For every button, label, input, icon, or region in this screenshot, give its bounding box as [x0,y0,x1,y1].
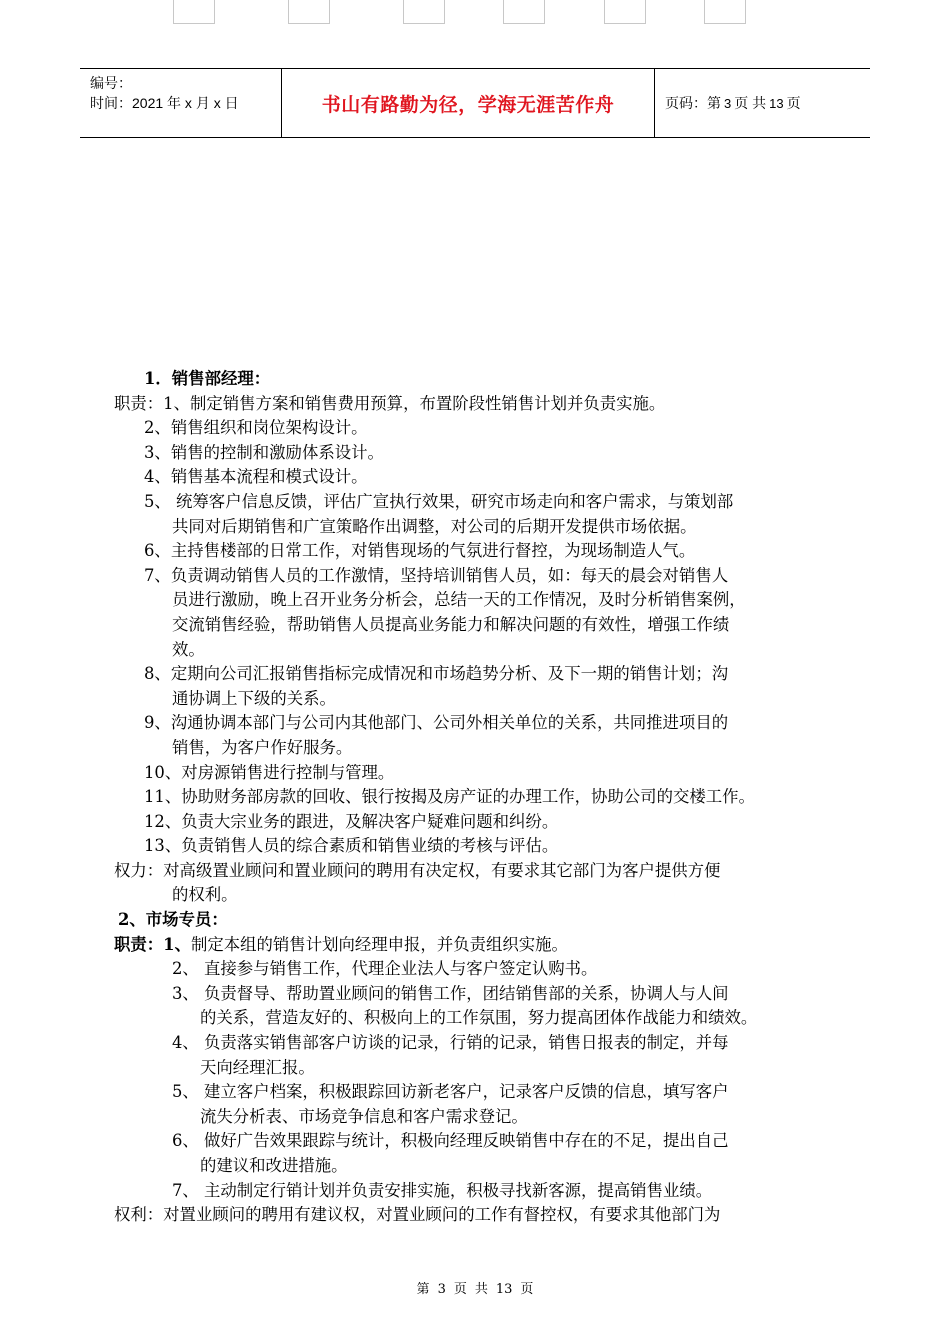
footer-current: 3 [437,1282,446,1297]
section2-duty-line [114,933,858,958]
section1-item-7-line4: 效。 [172,639,205,659]
page-prefix: 页码：第 [665,95,721,111]
section2-rights-line1: 权利：对置业顾问的聘用有建议权，对置业顾问的工作有督控权，有要求其他部门为 [114,1205,721,1225]
section1-item-3: 3、销售的控制和激励体系设计。 [144,442,384,462]
section1-item-5-line2: 共同对后期销售和广宣策略作出调整，对公司的后期开发提供市场依据。 [172,516,697,536]
top-box-2 [288,0,330,24]
section2-item-4-line2: 天向经理汇报。 [200,1057,315,1077]
footer-mid1: 页 [453,1282,467,1297]
top-box-4 [503,0,545,24]
section1-title: 1．销售部经理： [144,369,271,388]
page-total: 13 [769,95,784,111]
section2-item-2: 2、 直接参与销售工作，代理企业法人与客户签定认购书。 [172,959,598,979]
section1-item-8-line1: 8、定期向公司汇报销售指标完成情况和市场趋势分析、及下一期的销售计划；沟 [144,664,729,684]
section1-item-4: 4、销售基本流程和模式设计。 [144,467,368,487]
section2-item-6-line1: 6、 做好广告效果跟踪与统计，积极向经理反映销售中存在的不足，提出自己 [172,1131,729,1151]
section1-item-7-line3: 交流销售经验，帮助销售人员提高业务能力和解决问题的有效性，增强工作绩 [172,614,730,634]
section1-duty-lead: 职责：1、制定销售方案和销售费用预算，布置阶段性销售计划并负责实施。 [114,393,666,413]
section1-item-13: 13、负责销售人员的综合素质和销售业绩的考核与评估。 [144,836,559,856]
section2-item-5-line1: 5、 建立客户档案，积极跟踪回访新老客户，记录客户反馈的信息，填写客户 [172,1082,729,1102]
section2-title: 2、市场专员： [118,910,228,930]
section1-item-7-line1: 7、负责调动销售人员的工作激情，坚持培训销售人员，如：每天的晨会对销售人 [144,565,729,585]
footer-suffix: 页 [520,1282,534,1297]
page-current: 3 [724,95,732,111]
header-table [80,68,870,138]
header-page-info [655,69,870,137]
top-box-3 [403,0,445,24]
section1-item-11: 11、协助财务部房款的回收、银行按揭及房产证的办理工作，协助公司的交楼工作。 [144,787,755,807]
section1-item-10: 10、对房源销售进行控制与管理。 [144,762,395,782]
page-mid: 页 共 [734,95,767,111]
section2-duty-first: 制定本组的销售计划向经理申报，并负责组织实施。 [190,934,568,954]
top-box-6 [704,0,746,24]
section2-item-3-line2: 的关系，营造友好的、积极向上的工作氛围，努力提高团体作战能力和绩效。 [200,1008,758,1028]
page-footer [0,1278,950,1297]
section2-duty-label: 职责：1、 [114,934,191,954]
document-body [114,367,858,1228]
header-info [80,69,282,137]
section1-item-12: 12、负责大宗业务的跟进，及解决客户疑难问题和纠纷。 [144,811,559,831]
top-box-5 [604,0,646,24]
header-motto: 书山有路勤为径，学海无涯苦作舟 [282,69,655,137]
section1-item-5-line1: 5、 统筹客户信息反馈，评估广宣执行效果，研究市场走向和客户需求，与策划部 [144,491,734,511]
section2-item-3-line1: 3、 负责督导、帮助置业顾问的销售工作，团结销售部的关系，协调人与人间 [172,983,729,1003]
top-box-1 [173,0,215,24]
footer-total: 13 [495,1282,513,1297]
section1-item-8-line2: 通协调上下级的关系。 [172,688,336,708]
time-label: 时间：2021 年 x 月 x 日 [90,95,239,111]
section1-item-7-line2: 员进行激励，晚上召开业务分析会，总结一天的工作情况，及时分析销售案例， [172,590,746,610]
section1-item-9-line2: 销售，为客户作好服务。 [172,737,353,757]
section1-item-9-line1: 9、沟通协调本部门与公司内其他部门、公司外相关单位的关系，共同推进项目的 [144,713,729,733]
number-label: 编号： [90,75,132,91]
section2-item-4-line1: 4、 负责落实销售部客户访谈的记录，行销的记录，销售日报表的制定，并每 [172,1033,729,1053]
section2-item-6-line2: 的建议和改进措施。 [200,1156,348,1175]
section1-item-6: 6、主持售楼部的日常工作，对销售现场的气氛进行督控，为现场制造人气。 [144,541,696,561]
section1-item-2: 2、销售组织和岗位架构设计。 [144,418,368,438]
section2-item-5-line2: 流失分析表、市场竞争信息和客户需求登记。 [200,1106,528,1126]
footer-prefix: 第 [416,1282,430,1297]
section1-power-line2: 的权利。 [172,885,238,905]
footer-mid2: 共 [474,1282,488,1297]
page-suffix: 页 [786,95,801,111]
section1-power-line1: 权力：对高级置业顾问和置业顾问的聘用有决定权，有要求其它部门为客户提供方便 [114,860,721,880]
section2-item-7: 7、 主动制定行销计划并负责安排实施，积极寻找新客源，提高销售业绩。 [172,1180,713,1200]
